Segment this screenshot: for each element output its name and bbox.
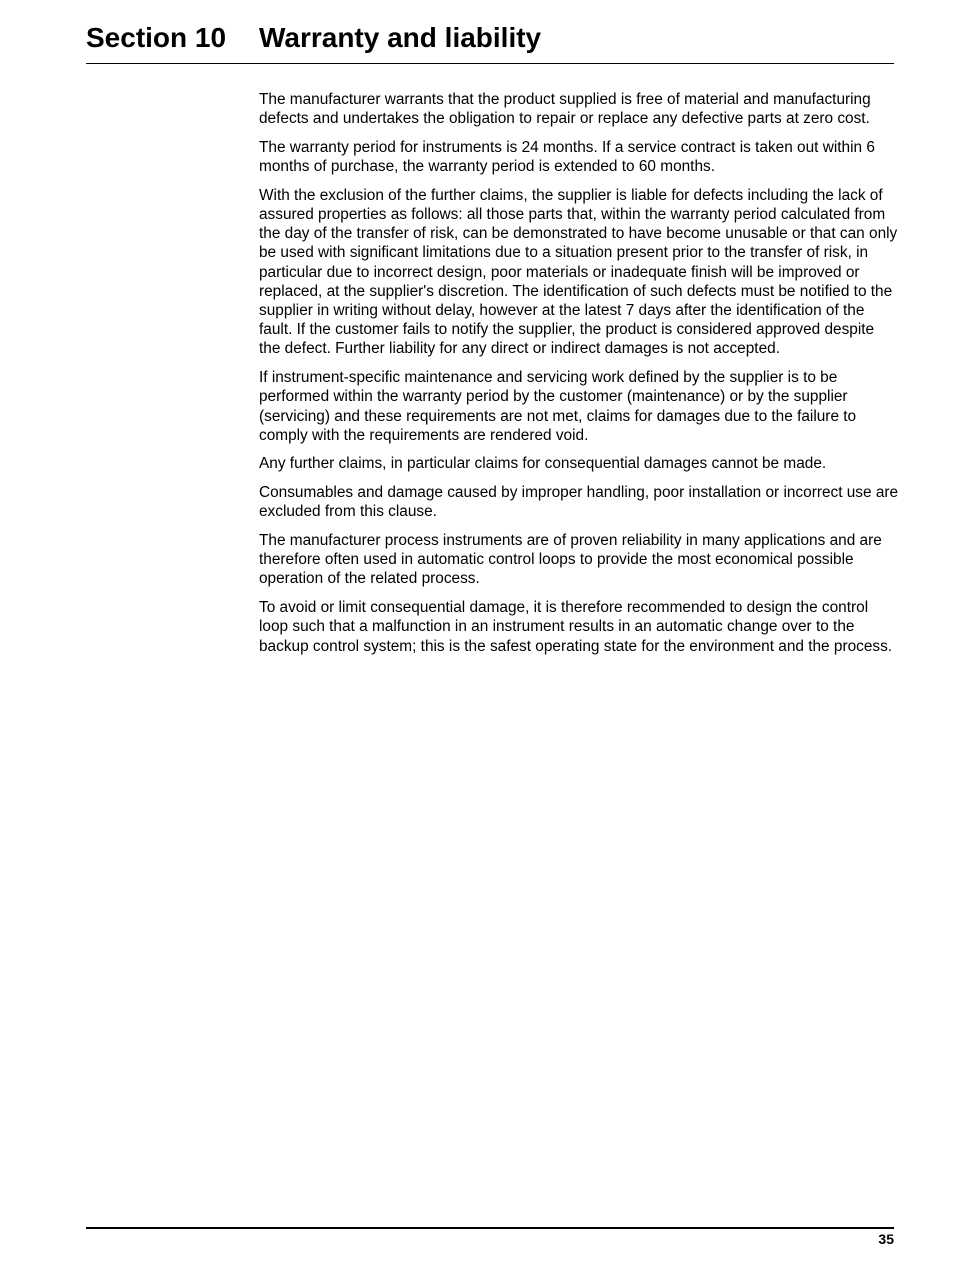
paragraph-further-claims: Any further claims, in particular claims for consequential damages cannot be made.: [259, 455, 827, 473]
paragraph-maintenance-requirements: If instrument-specific maintenance and servicing work defined by the supplier is to be performed within the warranty period by the customer (maintenance) or by the supplier (servicing) and these requirements are not met, claims for damages due to the failure to comply with the requirements are rendered void.: [259, 369, 857, 444]
footer-divider: [86, 1227, 894, 1229]
paragraph-consequential-damage: To avoid or limit consequential damage, it is therefore recommended to design the control loop such that a malfunction in an instrument results in an automatic change over to the backup control system; this is the safest operating state for the environment and the process.: [259, 599, 893, 655]
section-number: Section 10: [86, 22, 227, 53]
section-header: [86, 18, 894, 64]
paragraph-consumables: Consumables and damage caused by improper handling, poor installation or incorrect use are excluded from this clause.: [259, 484, 899, 521]
paragraph-warranty-defects: The manufacturer warrants that the product supplied is free of material and manufacturing defects and undertakes the obligation to repair or replace any defective parts at zero cost.: [259, 91, 871, 128]
body-text: [259, 90, 899, 665]
paragraph-warranty-period: The warranty period for instruments is 24 months. If a service contract is taken out within 6 months of purchase, the warranty period is extended to 60 months.: [259, 138, 875, 176]
page-number: 35: [878, 1231, 894, 1247]
section-title: Warranty and liability: [259, 22, 542, 53]
paragraph-supplier-liability: With the exclusion of the further claims, the supplier is liable for defects including the lack of assured properties as follows: all those parts that, within the warranty period calculated from the day of the transfer of risk, can be demonstrated to have become unusable or that can only be used with significant limitations due to a situation present prior to the transfer of risk, in particular due to incorrect design, poor materials or inadequate finish will be improved or replaced, at the supplier's discretion. The identification of such defects must be notified to the supplier in writing without delay, however at the latest 7 days after the identification of the fault. If the customer fails to notify the supplier, the product is considered approved despite the defect. Further liability for any direct or indirect damages is not accepted.: [259, 186, 898, 358]
paragraph-reliability: The manufacturer process instruments are of proven reliability in many applications and are therefore often used in automatic control loops to provide the most economical possible operation of the related process.: [259, 532, 882, 588]
